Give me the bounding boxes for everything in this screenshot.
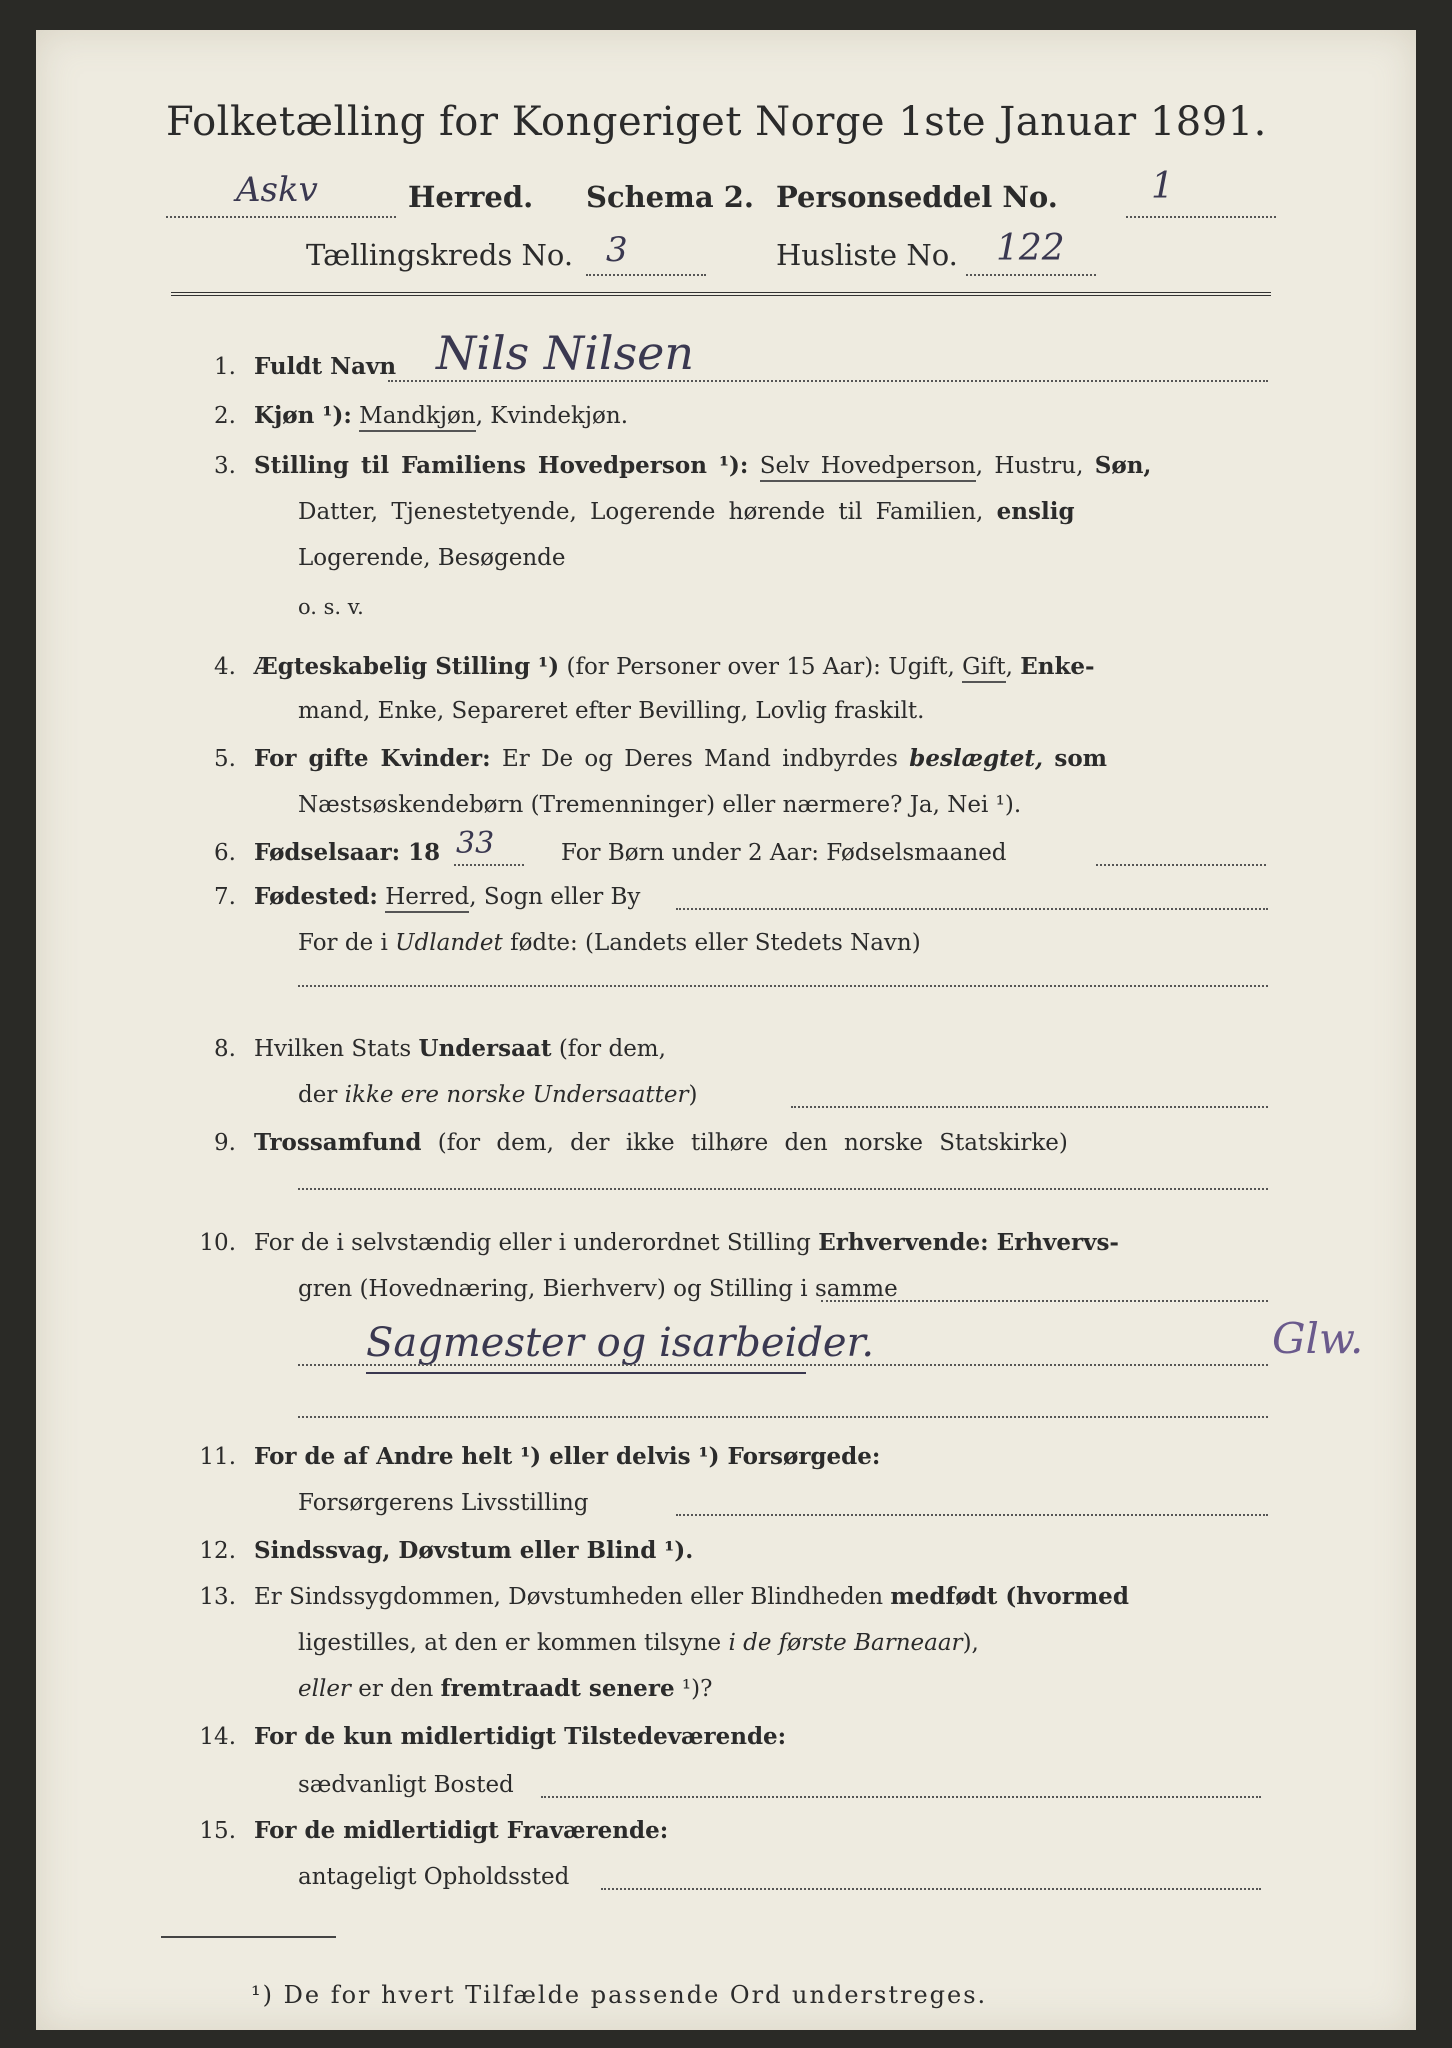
q10-line4 [298,1416,1268,1418]
q7-number: 7. [214,884,236,910]
q8-label: Hvilken Stats [254,1036,412,1062]
q5-line1 [254,744,1107,774]
herred-label: Herred. [408,180,534,214]
q5-text: Er De og Deres Mand indbyrdes [501,746,898,772]
q14-number: 14. [199,1724,236,1750]
q5-number: 5. [214,746,236,772]
q5-line2: Næstsøskendebørn (Tremenninger) eller nærmere? Ja, Nei ¹). [298,792,1022,818]
q2-number: 2. [214,403,236,429]
q7-line2-italic: Udlandet [395,930,503,956]
q15-number: 15. [199,1818,236,1844]
footnote: ¹) De for hvert Tilfælde passende Ord understreges. [251,1981,988,2009]
q4-text: (for Personer over 15 Aar): Ugift, [566,654,955,680]
husliste-line [966,274,1096,276]
husliste-handwritten: 122 [996,228,1065,269]
q10-occupation-handwritten: Sagmester og isarbeider. [366,1320,875,1366]
q13-line3-a: er den [358,1676,434,1702]
q11-number: 11. [199,1444,236,1470]
q2-rest: , Kvindekjøn. [475,403,629,429]
q13-line3-bold: fremtraadt senere [440,1675,675,1702]
q4-number: 4. [214,654,236,680]
q6-text: For Børn under 2 Aar: Fødselsmaaned [561,840,1007,866]
q13-line2-b: ), [962,1630,979,1656]
q3-rest1: , Hustru, [975,453,1084,479]
q10-margin-mark: Glw. [1272,1314,1364,1363]
q7-label: Fødested: [254,883,378,910]
q3-number: 3. [214,453,236,479]
form-title: Folketælling for Kongeriget Norge 1ste Januar 1891. [166,99,1267,145]
q14-line2: sædvanligt Bosted [298,1772,514,1798]
q3-bold-son: Søn, [1094,452,1152,479]
q7-option-herred: Herred [385,884,469,913]
q7-line2-b: fødte: (Landets eller Stedets Navn) [510,930,921,956]
q4-option-gift: Gift [962,654,1005,683]
q4-comma: , [1005,654,1013,680]
q5-label: For gifte Kvinder: [254,745,491,772]
q3-line2-text: Datter, Tjenestetyende, Logerende hørende til Familien, [298,499,984,525]
q9-number: 9. [214,1130,236,1156]
q7-line2-a: For de i [298,930,388,956]
q10-text: For de i selvstændig eller i underordnet Stilling [254,1230,811,1256]
q1-number: 1. [214,354,236,380]
q7-line2-blank [298,985,1268,987]
q8-line1 [254,1034,666,1064]
q3-label: Stilling til Familiens Hovedperson ¹): [254,452,749,479]
q8-line2-b: ) [688,1082,698,1108]
q8-line2 [298,1080,697,1110]
q7-rest: , Sogn eller By [469,884,641,910]
q15-line2: antageligt Opholdssted [298,1864,570,1890]
q13-bold: medfødt (hvormed [890,1583,1129,1610]
q1-line [388,380,1268,382]
q2-label: Kjøn ¹): [254,402,352,429]
q15-line [601,1888,1261,1890]
q10-number: 10. [199,1230,236,1256]
q10-line3 [298,1364,1268,1366]
q8-line [791,1106,1268,1108]
q5-end: som [1054,745,1108,772]
q13-line3 [298,1674,712,1704]
q3-line4: o. s. v. [298,595,364,619]
q5-italic: beslægtet, [909,745,1044,772]
q10-occupation-underline [366,1372,806,1374]
q8-text: (for dem, [558,1036,666,1062]
q6-line [1096,864,1266,866]
q12-text: Sindssvag, Døvstum eller Blind ¹). [254,1537,694,1564]
q9-line1 [254,1128,1068,1158]
q3-line2 [298,497,1075,527]
q3-line3: Logerende, Besøgende [298,545,566,571]
q14-line [541,1796,1261,1798]
q4-label: Ægteskabelig Stilling ¹) [254,653,560,680]
q12-number: 12. [199,1538,236,1564]
q3-line1 [254,451,1151,481]
q3-bold-enslig: enslig [996,498,1075,525]
kreds-handwritten: 3 [606,230,628,270]
q13-line2 [298,1628,979,1658]
q10-line2-blank [821,1300,1268,1302]
q10-line1 [254,1228,1119,1258]
q9-line [298,1188,1268,1190]
q13-line1 [254,1582,1129,1612]
q2-option-mandkjon: Mandkjøn [359,403,476,432]
q6-year-line [454,864,524,866]
herred-handwritten: Askv [236,170,318,210]
q15-text: For de midlertidigt Fraværende: [254,1817,669,1844]
q13-line3-b: ¹)? [681,1676,713,1702]
q9-label: Trossamfund [254,1129,422,1156]
q1-name-handwritten: Nils Nilsen [436,326,695,380]
q11-line [676,1514,1268,1516]
q13-line3-italic: eller [298,1676,351,1702]
q4-bold-enke: Enke- [1020,653,1095,680]
q8-line2-a: der [298,1082,338,1108]
header-rule [171,292,1271,296]
q13-number: 13. [199,1584,236,1610]
kreds-line [586,274,706,276]
q10-line2: gren (Hovednæring, Bierhverv) og Stilling i samme [298,1276,898,1302]
q4-line2: mand, Enke, Separeret efter Bevilling, Lovlig fraskilt. [298,698,925,724]
footnote-rule [161,1936,336,1938]
personseddel-handwritten: 1 [1151,166,1174,207]
personseddel-line [1126,216,1276,218]
husliste-label: Husliste No. [776,238,958,272]
q9-text: (for dem, der ikke tilhøre den norske Statskirke) [437,1130,1068,1156]
q11-text: For de af Andre helt ¹) eller delvis ¹) Forsørgede: [254,1443,881,1470]
q10-bold: Erhvervende: Erhvervs- [818,1229,1119,1256]
q1-label: Fuldt Navn [254,353,397,380]
q7-line1 [254,882,640,912]
q8-number: 8. [214,1036,236,1062]
q13-line2-a: ligestilles, at den er kommen tilsyne [298,1630,722,1656]
q14-text: For de kun midlertidigt Tilstedeværende: [254,1723,787,1750]
q3-option-selv: Selv Hovedperson [760,453,976,482]
q7-line2 [298,928,921,958]
q11-line2: Forsørgerens Livsstilling [298,1490,589,1516]
q8-line2-italic: ikke ere norske Undersaatter [344,1082,689,1108]
herred-line [166,216,396,218]
q6-label: Fødselsaar: 18 [254,839,441,866]
census-form [36,30,1416,2030]
q6-year-handwritten: 33 [456,826,495,861]
q4-line1 [254,652,1095,682]
q6-number: 6. [214,840,236,866]
q13-line2-italic: i de første Barneaar [728,1630,963,1656]
schema-label: Schema 2. [586,180,754,214]
kreds-label: Tællingskreds No. [306,238,574,272]
q8-bold: Undersaat [418,1035,552,1062]
q2-line [254,401,628,431]
personseddel-label: Personseddel No. [776,180,1058,214]
q13-text: Er Sindssygdommen, Døvstumheden eller Blindheden [254,1584,884,1610]
q7-line [676,908,1268,910]
